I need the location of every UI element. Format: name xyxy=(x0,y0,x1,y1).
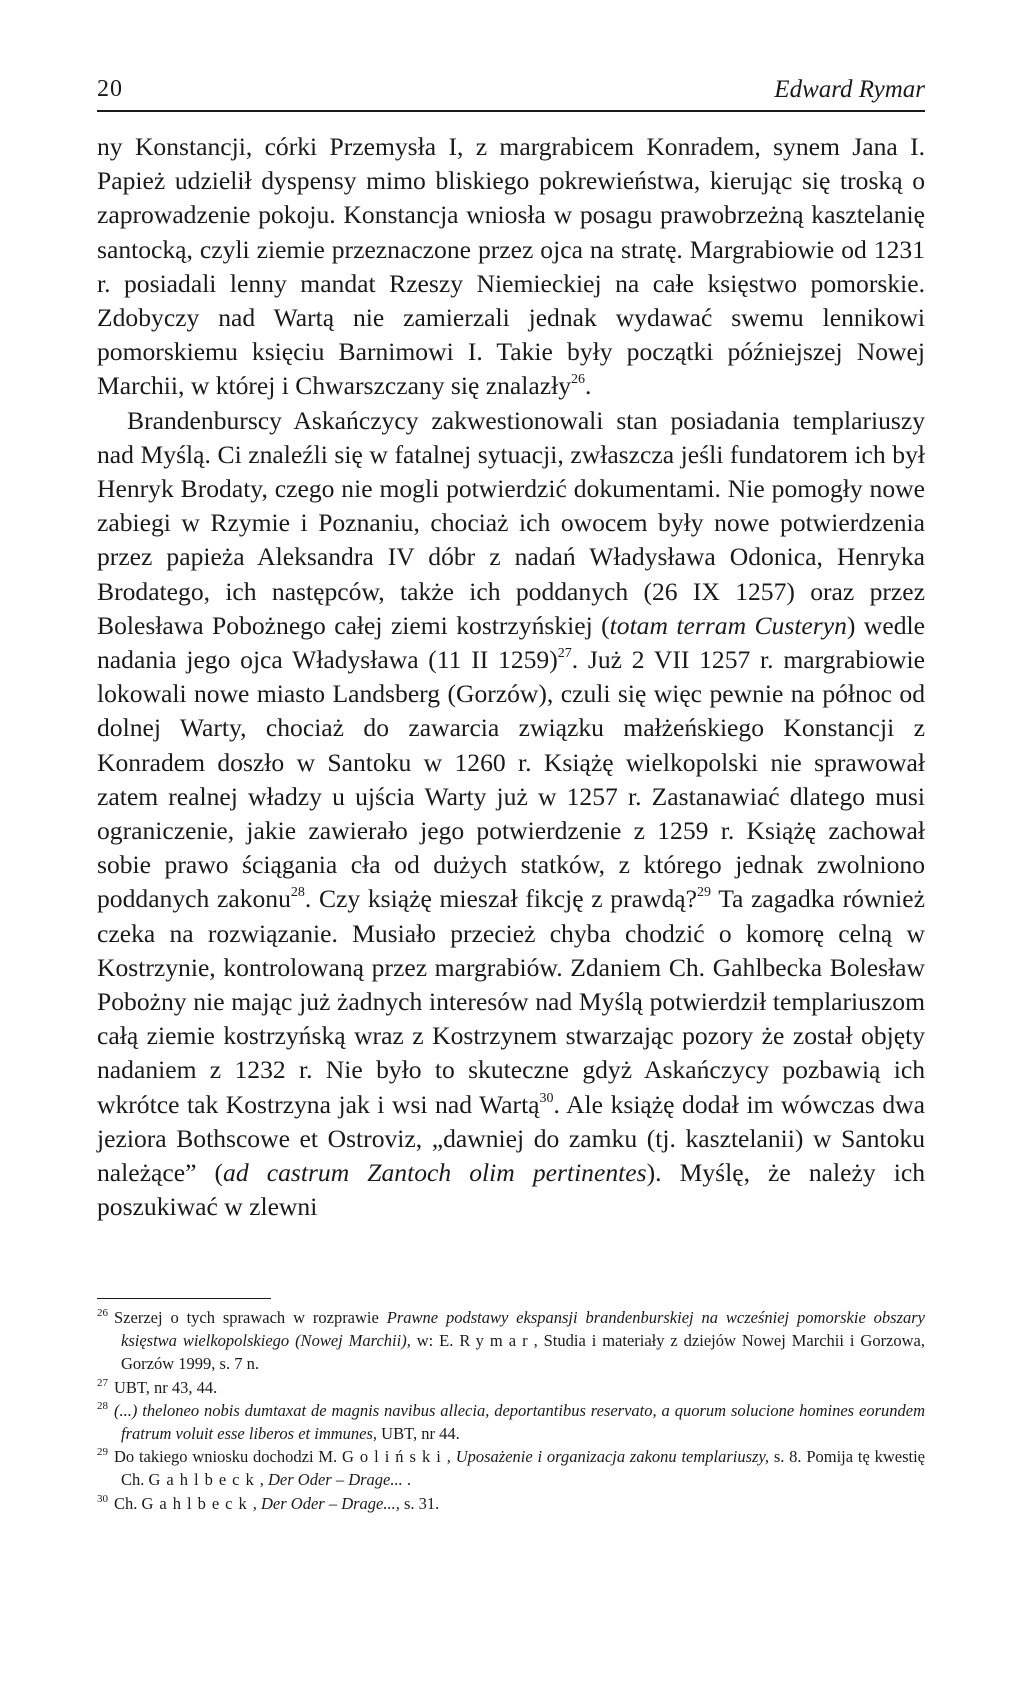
page-header xyxy=(97,76,925,120)
footnote-text: , Studia i materiały z dziejów Nowej Marchii i Gorzowa, Gorzów 1999, s. 7 n. xyxy=(121,1331,925,1374)
main-text xyxy=(97,130,925,1225)
footnote-28 xyxy=(97,1399,925,1445)
author-name-spaced: Goliński xyxy=(341,1447,447,1467)
author-name-spaced: Rymar xyxy=(459,1331,534,1351)
paragraph-2-text-g: ). Myślę, że należy ich poszukiwać w zlewni xyxy=(97,1158,925,1222)
paragraph-2-text-f: . Ale książę dodał im wówczas dwa jeziora Bothscowe et Ostroviz, „dawniej do zamku (tj. kasztelanii) w Santoku należące” ( xyxy=(97,1089,925,1188)
paragraph-2 xyxy=(97,404,925,1225)
footnote-text: , xyxy=(446,1447,456,1467)
footnote-number: 27 xyxy=(97,1376,108,1389)
footnote-text: UBT, nr 43, 44. xyxy=(114,1377,218,1397)
latin-citation: (...) theloneo nobis dumtaxat de magnis navibus allecia, deportantibus reservato, a quorum solucione homines eorundem fratrum voluit esse liberos et immunes, xyxy=(114,1400,925,1444)
running-head-author: Edward Rymar xyxy=(774,76,925,103)
footnote-text: s. 31. xyxy=(399,1493,440,1513)
footnote-text: Ch. xyxy=(114,1493,142,1513)
footnote-27 xyxy=(97,1376,925,1399)
footnote-text: s. 8. Pomija tę kwestię Ch. xyxy=(121,1447,926,1490)
footnote-title: Uposażenie i organizacja zakonu templariuszy, xyxy=(455,1447,770,1467)
paragraph-2-text-c: . Już 2 VII 1257 r. margrabiowie lokowali nowe miasto Landsberg (Gorzów), czuli się więc pewnie na północ od dolnej Warty, chociaż do zawarcia związku małżeńskiego Konstancji z Konradem doszło w Santoku w 1260 r. Książę wielkopolski nie sprawował zatem realnej władzy u ujścia Warty już w 1257 r. Zastanawiać dlatego musi ograniczenie, jakie zawierało jego potwierdzenie z 1259 r. Książę zachował sobie prawo ściągania cła od dużych statków, z którego jednak zwolniono poddanych zakonu xyxy=(97,645,925,914)
footnote-text: w: E. xyxy=(410,1331,460,1351)
latin-quote-terram: totam terram Custeryn xyxy=(609,610,847,640)
author-name-spaced: Gahlbeck xyxy=(141,1493,253,1513)
paragraph-1-text: ny Konstancji, córki Przemysła I, z margrabicem Konradem, synem Jana I. Papież udzielił dyspensy mimo bliskiego pokrewieństwa, kierując się troską o zaprowadzenie pokoju. Konstancja wniosła w posagu prawobrzeżną kasztelanię santocką, czyli ziemie przeznaczone przez ojca na stratę. Margrabiowie od 1231 r. posiadali lenny mandat Rzeszy Niemieckiej na całe księstwo pomorskie. Zdobyczy nad Wartą nie zamierzali jednak wydawać swemu lennikowi pomorskiemu księciu Barnimowi I. Takie były początki późniejszej Nowej Marchii, w której i Chwarszczany się znalazły xyxy=(97,132,925,401)
paragraph-1 xyxy=(97,130,925,404)
footnote-ref-28[interactable]: 28 xyxy=(290,885,305,901)
paragraph-2-text-d: . Czy książę mieszał fikcję z prawdą? xyxy=(304,884,697,914)
footnote-ref-29[interactable]: 29 xyxy=(696,885,711,901)
footnote-ref-26[interactable]: 26 xyxy=(571,372,586,388)
paragraph-2-text-e: Ta zagadka również czeka na rozwiązanie. Musiało przecież chyba chodzić o komorę celną w Kostrzynie, kontrolowaną przez margrabiów. Zdaniem Ch. Gahlbecka Bolesław Pobożny nie mając już żadnych interesów nad Myślą potwierdził templariuszom całą ziemie kostrzyńską wraz z Kostrzynem stwarzając pozory że został objęty nadaniem z 1232 r. Nie było to skuteczne gdyż Askańczycy pozbawią ich wkrótce tak Kostrzyna jak i wsi nad Wartą xyxy=(97,884,926,1119)
paragraph-1-end: . xyxy=(585,371,592,401)
footnote-number: 30 xyxy=(97,1492,108,1505)
footnote-text: . xyxy=(402,1470,411,1490)
footnote-text: Do takiego wniosku dochodzi M. xyxy=(114,1447,342,1467)
footnote-divider xyxy=(97,1298,271,1299)
footnote-text: UBT, nr 44. xyxy=(377,1424,460,1444)
footnote-number: 29 xyxy=(97,1446,108,1459)
paragraph-2-text-a: Brandenburscy Askańczycy zakwestionowali stan posiadania templariuszy nad Myślą. Ci znaleźli się w fatalnej sytuacji, zwłaszcza jeśli fundatorem ich był Henryk Brodaty, czego nie mogli potwierdzić dokumentami. Nie pomogły nowe zabiegi w Rzymie i Poznaniu, chociaż ich owocem były nowe potwierdzenia przez papieża Aleksandra IV dóbr z nadań Władysława Odonica, Henryka Brodatego, ich następców, także ich poddanych (26 IX 1257) oraz przez Bolesława Pobożnego całej ziemi kostrzyńskiej ( xyxy=(97,405,925,640)
footnote-text: Szerzej o tych sprawach w rozprawie xyxy=(114,1308,387,1327)
paragraph-2-text-b: ) wedle nadania jego ojca Władysława (11 II 1259) xyxy=(97,610,925,675)
author-name-spaced: Gahlbeck xyxy=(148,1470,260,1490)
footnote-title: Der Oder – Drage... xyxy=(268,1470,403,1490)
footnote-text: , xyxy=(259,1470,268,1490)
footnote-30 xyxy=(97,1492,925,1515)
header-rule xyxy=(97,110,925,112)
footnote-number: 28 xyxy=(97,1399,108,1412)
footnote-text: , xyxy=(252,1493,261,1513)
footnote-26 xyxy=(97,1306,925,1376)
page-number: 20 xyxy=(97,76,123,102)
footnote-ref-30[interactable]: 30 xyxy=(539,1090,554,1106)
footnote-title: Der Oder – Drage..., xyxy=(261,1493,400,1513)
footnote-title: Prawne podstawy ekspansji brandenburskiej na wcześniej pomorskie obszary księstwa wielkopolskiego (Nowej Marchii), xyxy=(121,1308,925,1351)
footnote-29 xyxy=(97,1445,925,1491)
footnote-ref-27[interactable]: 27 xyxy=(557,646,572,662)
footnote-number: 26 xyxy=(97,1307,108,1319)
latin-quote-castrum: ad castrum Zantoch olim pertinentes xyxy=(223,1158,647,1188)
footnotes xyxy=(97,1306,925,1515)
